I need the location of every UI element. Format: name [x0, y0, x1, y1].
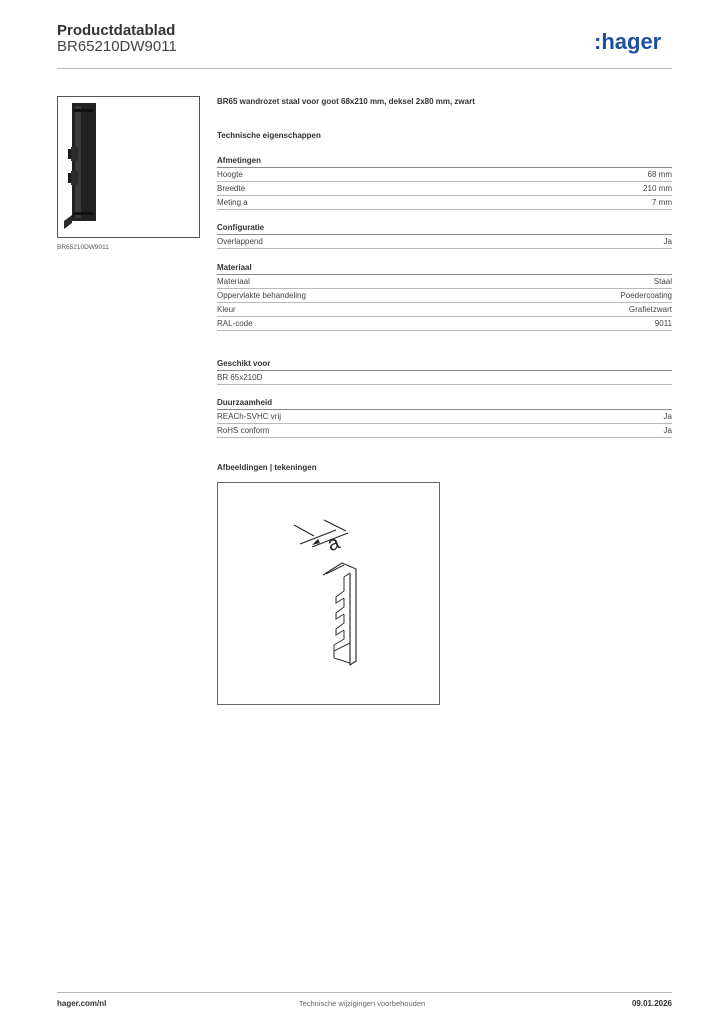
table-row	[217, 303, 672, 317]
group-suitable-for	[217, 358, 672, 385]
table-row	[217, 182, 672, 196]
brand-wordmark: :hager	[594, 29, 662, 54]
product-description: BR65 wandrozet staal voor goot 68x210 mm, deksel 2x80 mm, zwart	[217, 97, 475, 106]
row-label: Hoogte	[217, 170, 243, 179]
product-thumbnail	[57, 96, 200, 238]
row-label: Kleur	[217, 305, 236, 314]
row-value: Ja	[663, 237, 672, 246]
footer-date: 09.01.2026	[631, 999, 672, 1008]
group-title: Afmetingen	[217, 155, 672, 168]
row-value: 210 mm	[643, 184, 672, 193]
row-value: Grafietzwart	[628, 305, 672, 314]
document-title: Productdatablad	[57, 22, 176, 39]
footer-website: hager.com/nl	[57, 999, 107, 1008]
row-value: Ja	[663, 426, 672, 435]
row-value: Ja	[663, 412, 672, 421]
product-photo	[58, 97, 199, 237]
table-row	[217, 235, 672, 249]
row-value: 7 mm	[652, 198, 672, 207]
thumbnail-caption: BR65210DW9011	[57, 244, 109, 251]
row-label: Overlappend	[217, 237, 263, 246]
product-code: BR65210DW9011	[57, 38, 177, 55]
row-value: 68 mm	[647, 170, 672, 179]
table-row	[217, 410, 672, 424]
footer-divider	[57, 992, 672, 993]
row-value: 9011	[654, 319, 672, 328]
header-divider	[57, 68, 672, 69]
table-row	[217, 424, 672, 438]
dimension-label: a	[324, 531, 343, 557]
table-row	[217, 317, 672, 331]
row-label: BR 65x210D	[217, 373, 263, 382]
table-row	[217, 371, 672, 385]
row-value: Staal	[653, 277, 672, 286]
group-material	[217, 262, 672, 331]
group-title: Materiaal	[217, 262, 672, 275]
footer-notice: Technische wijzigingen voorbehouden	[298, 999, 426, 1008]
table-row	[217, 275, 672, 289]
technical-properties-heading: Technische eigenschappen	[217, 131, 321, 140]
row-label: REACh-SVHC vrij	[217, 412, 282, 421]
group-dimensions	[217, 155, 672, 210]
group-title: Geschikt voor	[217, 358, 672, 371]
group-sustainability	[217, 397, 672, 438]
row-label: RoHS conform	[217, 426, 270, 435]
row-label: Meting a	[217, 198, 248, 207]
drawings-heading: Afbeeldingen | tekeningen	[217, 463, 317, 472]
technical-drawing	[217, 482, 440, 705]
hager-logo	[594, 26, 674, 56]
table-row	[217, 196, 672, 210]
group-title: Configuratie	[217, 222, 672, 235]
table-row	[217, 168, 672, 182]
row-label: Oppervlakte behandeling	[217, 291, 306, 300]
dimension-drawing	[218, 483, 439, 704]
row-label: RAL-code	[217, 319, 253, 328]
table-row	[217, 289, 672, 303]
row-label: Breedte	[217, 184, 246, 193]
row-value: Poedercoating	[620, 291, 672, 300]
group-configuration	[217, 222, 672, 249]
group-title: Duurzaamheid	[217, 397, 672, 410]
row-label: Materiaal	[217, 277, 250, 286]
